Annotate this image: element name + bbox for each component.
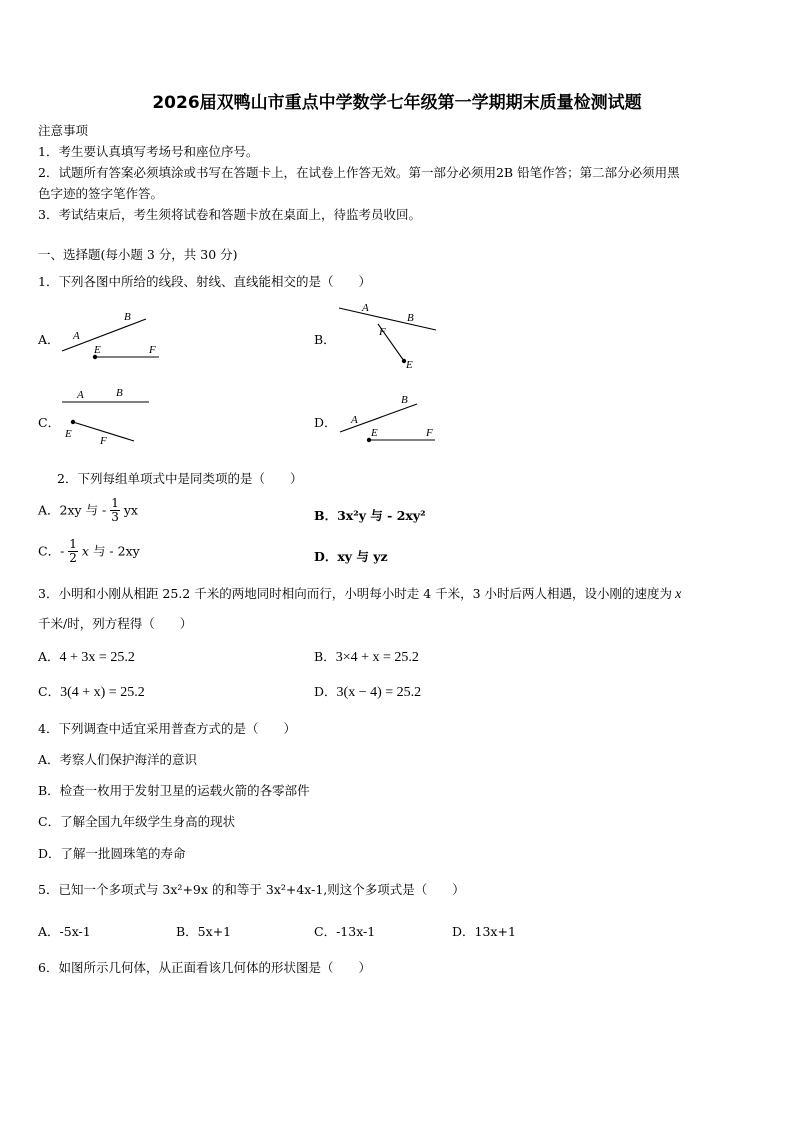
q3-a-math: 4 + 3x = 25.2 [59, 650, 135, 665]
page-title: 2026届双鸭山市重点中学数学七年级第一学期期末质量检测试题 [152, 93, 642, 113]
q5-option-c: C．-13x-1 [314, 924, 376, 939]
q1-figure-d [335, 388, 445, 448]
q2-c-suffix: 与 - 2xy [88, 543, 140, 559]
q1-d-label-b: B [401, 394, 408, 406]
q1-b-label-f: F [379, 326, 386, 338]
q3-a-label: A． [38, 649, 60, 664]
notice-item: 色字迹的签字笔作答。 [38, 186, 164, 201]
q3-option-a [38, 647, 135, 666]
q1-c-label-b: B [116, 387, 123, 399]
notice-item: 3．考试结束后，考生须将试卷和答题卡放在桌面上，待监考员收回。 [38, 207, 421, 222]
q2-a-denominator: 3 [111, 510, 119, 524]
q3-stem-text: 3．小明和小刚从相距 25.2 千米的两地同时相向而行，小明每小时走 4 千米，3 小时后两人相遇，设小刚的速度为 [38, 586, 673, 601]
q5-option-b: B．5x+1 [176, 924, 232, 939]
section-heading: 一、选择题(每小题 3 分，共 30 分) [38, 247, 238, 262]
question-3-stem-line2: 千米/时，列方程得（ ） [38, 616, 193, 631]
q2-a-prefix: A．2xy 与 - [38, 502, 107, 518]
q2-option-a [38, 497, 138, 524]
question-2-stem: 2．下列每组单项式中是同类项的是（ ） [57, 471, 303, 486]
q4-option-b: B．检查一枚用于发射卫星的运载火箭的各零部件 [38, 783, 310, 798]
q1-option-a-label: A． [38, 332, 60, 347]
q1-a-label-b: B [124, 311, 131, 323]
q1-d-label-a: A [351, 414, 358, 426]
q5-option-a: A．-5x-1 [38, 924, 91, 939]
q2-a-fraction [110, 497, 120, 524]
q1-figure-a [55, 305, 175, 367]
q1-a-label-a: A [73, 330, 80, 342]
q1-option-d-label: D． [314, 415, 337, 430]
q2-option-b: B．3x²y 与 - 2xy² [314, 508, 426, 523]
q1-figure-b [335, 298, 445, 374]
q3-b-label: B． [314, 649, 336, 664]
question-6-stem: 6．如图所示几何体，从正面看该几何体的形状图是（ ） [38, 960, 371, 975]
q1-a-label-e: E [94, 344, 101, 356]
q3-option-b [314, 647, 419, 666]
q4-option-a: A．考察人们保护海洋的意识 [38, 752, 198, 767]
q3-option-d [314, 682, 421, 701]
q2-a-suffix: yx [123, 502, 138, 518]
q1-b-label-a: A [362, 302, 369, 314]
question-3-stem-line1 [38, 584, 681, 603]
q1-c-label-a: A [77, 389, 84, 401]
q2-option-c [38, 538, 140, 565]
q2-c-var: x [81, 543, 89, 559]
question-4-stem: 4．下列调查中适宜采用普查方式的是（ ） [38, 721, 296, 736]
q2-c-numerator: 1 [69, 537, 77, 551]
q1-figure-c [55, 383, 165, 447]
q1-b-label-e: E [406, 359, 413, 371]
q1-a-label-f: F [149, 344, 156, 356]
question-5-stem: 5．已知一个多项式与 3x²+9x 的和等于 3x²+4x-1,则这个多项式是（ ） [38, 882, 465, 897]
q1-option-c-label: C． [38, 415, 61, 430]
q2-c-denominator: 2 [69, 551, 77, 565]
q1-b-label-b: B [407, 312, 414, 324]
q3-d-label: D． [314, 684, 337, 699]
q2-c-fraction [68, 538, 78, 565]
q3-stem-var: x [675, 587, 682, 602]
q2-option-d: D．xy 与 yz [314, 549, 388, 564]
q3-c-label: C． [38, 684, 61, 699]
notice-item: 1．考生要认真填写考场号和座位序号。 [38, 144, 259, 159]
notice-heading: 注意事项 [38, 123, 89, 138]
q1-c-label-e: E [65, 428, 72, 440]
q3-option-c [38, 682, 145, 701]
notice-item: 2．试题所有答案必须填涂或书写在答题卡上，在试卷上作答无效。第一部分必须用2B 铅笔作答；第二部分必须用黑 [38, 165, 680, 180]
q2-a-numerator: 1 [111, 496, 119, 510]
q3-b-math: 3×4 + x = 25.2 [335, 650, 419, 665]
q5-option-d: D．13x+1 [452, 924, 516, 939]
q1-d-label-e: E [371, 427, 378, 439]
q1-option-b-label: B． [314, 332, 336, 347]
q4-option-c: C．了解全国九年级学生身高的现状 [38, 814, 236, 829]
q1-d-label-f: F [426, 427, 433, 439]
q1-c-label-f: F [100, 435, 107, 447]
q4-option-d: D．了解一批圆珠笔的寿命 [38, 846, 186, 861]
q3-d-math: 3(x − 4) = 25.2 [336, 685, 422, 700]
q3-c-math: 3(4 + x) = 25.2 [60, 685, 145, 700]
question-1-stem: 1．下列各图中所给的线段、射线、直线能相交的是（ ） [38, 274, 371, 289]
q2-c-prefix: C．- [38, 543, 65, 559]
